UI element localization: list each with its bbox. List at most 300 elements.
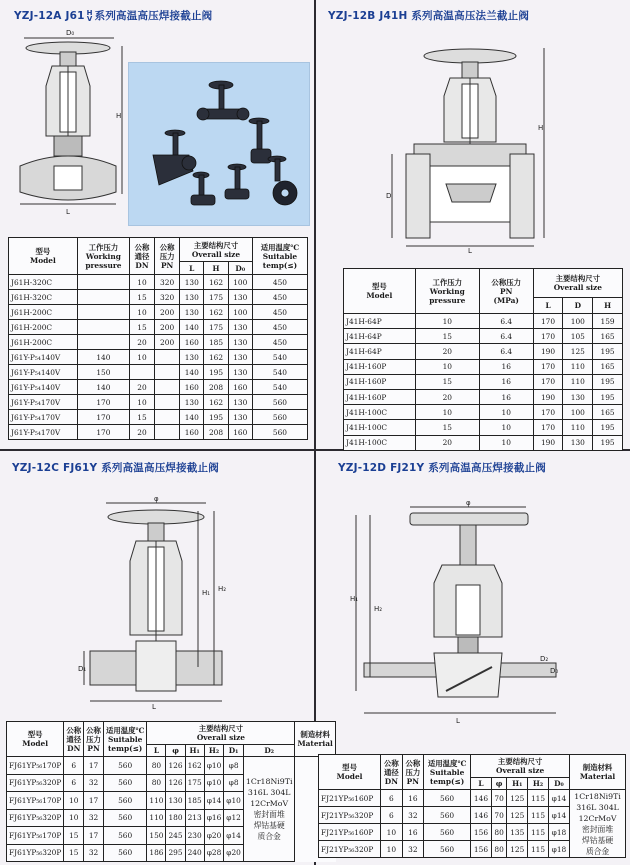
model-cell: J41H-100C [344,405,416,420]
table-cell: 10 [415,314,479,329]
table-cell: 15 [129,320,154,335]
table-cell: 100 [228,305,252,320]
table-cell: 195 [593,344,623,359]
spec-table-c [6,721,336,862]
table-cell: φ20 [224,844,244,862]
table-cell: 560 [103,827,146,845]
model-cell: FJ21YP₅₆160P [319,790,381,807]
model-cell: J61Y-P₅₄170V [9,410,78,425]
spec-table-b [343,268,623,451]
table-cell: 165 [593,405,623,420]
table-row [9,335,308,350]
table-cell: 150 [147,827,166,845]
header-pn: 公称 压力 PN [155,238,180,275]
table-cell: 125 [507,841,528,858]
header-model: 型号 Model [344,269,416,314]
table-cell: 110 [563,359,593,374]
table-cell: 20 [129,335,154,350]
table-cell: 560 [252,395,307,410]
table-cell: 130 [228,335,252,350]
header-col-d0: D₀ [228,262,252,275]
table-cell: 16 [402,790,423,807]
material-line: 质合金 [585,846,610,856]
table-cell: 140 [77,380,129,395]
table-cell [155,365,180,380]
table-cell: φ18 [548,824,569,841]
table-cell: 450 [252,290,307,305]
table-cell: 162 [204,275,228,290]
dim-label-h1: H₁ [202,589,211,597]
spec-table-a [8,237,308,440]
table-cell: 175 [204,290,228,305]
table-cell: 70 [491,807,507,824]
model-cell: J61H-320C [9,290,78,305]
table-row [344,405,623,420]
table-row [344,435,623,450]
table-cell: 190 [533,435,563,450]
table-cell: 10 [129,305,154,320]
model-cell: J61H-200C [9,335,78,350]
table-cell: 195 [204,365,228,380]
model-cell: FJ61YP₅₆320P [7,844,64,862]
table-cell: 20 [415,389,479,404]
table-cell: 6.4 [479,314,533,329]
table-cell: 162 [204,350,228,365]
table-cell: 20 [129,380,154,395]
table-cell: 126 [166,774,185,792]
table-cell: 130 [563,435,593,450]
table-cell: φ14 [548,790,569,807]
table-cell: 560 [103,792,146,810]
section-yzj-12d [316,451,630,865]
table-cell: 560 [103,809,146,827]
table-body-c [7,757,336,862]
header-temp: 适用温度℃ Suitable temp(≤) [424,755,471,790]
table-cell: 195 [593,435,623,450]
dim-label-h1: H₁ [350,595,359,603]
table-cell: 195 [593,420,623,435]
model-cell: FJ21YP₅₆320P [319,841,381,858]
header-material: 制造材料 Material [295,722,335,757]
dim-label-d0: D₀ [550,667,559,675]
table-cell: 560 [252,425,307,440]
table-cell [77,320,129,335]
table-cell: 130 [228,395,252,410]
header-temp: 适用温度℃ Suitable temp(≤) [103,722,146,757]
section-yzj-12b [316,0,630,450]
table-cell [129,365,154,380]
table-cell: 6 [64,774,84,792]
header-col-h1: H₁ [507,777,528,789]
section-title [14,8,212,23]
table-cell: φ8 [224,757,244,775]
header-col-phi: φ [166,744,185,756]
table-cell: 100 [563,405,593,420]
title-model: YZJ-12A J61 [14,10,85,22]
table-cell: 200 [155,320,180,335]
table-cell: 15 [415,420,479,435]
table-cell: 560 [103,757,146,775]
table-cell [77,290,129,305]
table-cell: 16 [402,824,423,841]
header-pn: 公称压力 PN (MPa) [479,269,533,314]
table-cell: 125 [507,790,528,807]
table-cell: 170 [77,410,129,425]
table-cell: 6 [381,790,402,807]
header-overall-size: 主要结构尺寸 Overall size [147,722,295,745]
table-cell: φ8 [224,774,244,792]
table-cell: φ18 [548,841,569,858]
header-temp: 适用温度℃ Suitable temp(≤) [252,238,307,275]
table-cell: 195 [204,410,228,425]
table-cell: 130 [228,410,252,425]
table-cell: 110 [563,420,593,435]
table-cell: 165 [593,359,623,374]
table-cell: 130 [180,275,204,290]
valve-drawing-a [10,26,130,226]
header-col-d2: D₂ [243,744,295,756]
material-line: 1Cr18Ni9Ti [245,777,293,786]
table-cell: 115 [528,841,549,858]
material-line: 316L 304L [247,788,291,797]
table-row [344,314,623,329]
table-cell: φ10 [204,757,224,775]
table-cell: 175 [185,774,204,792]
table-cell: 560 [424,841,471,858]
material-cell [243,757,295,862]
table-cell: 125 [507,807,528,824]
header-overall-size: 主要结构尺寸 Overall size [180,238,253,262]
table-cell: 200 [155,335,180,350]
table-cell: 156 [471,824,492,841]
table-cell: 208 [204,380,228,395]
table-cell: 240 [185,844,204,862]
table-cell: 185 [185,792,204,810]
dim-label-l: L [152,703,156,711]
table-cell: 17 [84,757,104,775]
table-cell: φ12 [224,809,244,827]
model-cell: J61H-320C [9,275,78,290]
table-cell: 16 [479,389,533,404]
table-cell: 10 [381,841,402,858]
table-cell: 130 [180,290,204,305]
table-cell: 6 [381,807,402,824]
table-cell: 10 [129,395,154,410]
table-cell: 140 [180,320,204,335]
section-title: YZJ-12D FJ21Y 系列高温高压焊接截止阀 [338,462,546,474]
section-title: YZJ-12C FJ61Y 系列高温高压焊接截止阀 [12,462,219,474]
table-cell: 170 [533,420,563,435]
table-cell: 560 [103,844,146,862]
table-cell: 130 [228,320,252,335]
title-h: H [86,9,93,17]
table-row [9,425,308,440]
table-cell: 160 [228,425,252,440]
table-cell [77,275,129,290]
table-cell: φ10 [204,774,224,792]
table-cell: 15 [415,374,479,389]
dim-label-d1: D₁ [78,665,87,673]
table-cell: 208 [204,425,228,440]
model-cell: FJ21YP₅₆160P [319,824,381,841]
table-row [9,365,308,380]
model-cell: J61Y-P₅₄170V [9,425,78,440]
header-col-h2: H₂ [528,777,549,789]
header-col-d1: D₁ [224,744,244,756]
table-cell: 180 [166,809,185,827]
table-cell: 115 [528,807,549,824]
title-v: V [86,15,93,23]
table-cell: φ14 [548,807,569,824]
table-cell: 10 [381,824,402,841]
header-col-phi: φ [491,777,507,789]
header-dn: 公称 通径 DN [129,238,154,275]
dim-label-phi: φ [154,495,159,503]
table-cell [155,350,180,365]
model-cell: J61Y-P₅₄140V [9,380,78,395]
model-cell: J61Y-P₅₄140V [9,350,78,365]
table-cell: 32 [84,844,104,862]
table-cell: 190 [533,389,563,404]
table-cell: 200 [155,305,180,320]
table-cell: 159 [593,314,623,329]
title-series: 系列高温高压焊接截止阀 [94,10,213,22]
material-line: 焊钴基硬 [581,835,614,845]
header-col-h1: H₁ [185,744,204,756]
table-cell: 170 [77,425,129,440]
header-model: 型号 Model [319,755,381,790]
dim-label-h: H [538,124,544,132]
table-cell: 115 [528,790,549,807]
table-cell: 295 [166,844,185,862]
table-row [344,374,623,389]
header-pn: 公称 压力 PN [84,722,104,757]
table-row [9,290,308,305]
spec-table-d [318,754,626,858]
table-cell: 135 [507,824,528,841]
table-cell: 20 [415,344,479,359]
table-row [344,389,623,404]
table-row [9,275,308,290]
table-cell: φ16 [204,809,224,827]
header-col-l: L [471,777,492,789]
table-cell: 156 [471,841,492,858]
table-cell: 130 [166,792,185,810]
table-cell: 10 [64,792,84,810]
table-cell: 15 [64,827,84,845]
dim-label-h2: H₂ [374,605,383,613]
header-col-h: H [204,262,228,275]
table-cell: 320 [155,290,180,305]
material-cell [570,790,626,858]
table-cell: 560 [424,824,471,841]
table-cell: 10 [479,420,533,435]
table-cell [155,425,180,440]
header-dn: 公称 通径 DN [64,722,84,757]
header-col-h2: H₂ [204,744,224,756]
table-cell: 80 [491,841,507,858]
table-cell: 230 [185,827,204,845]
table-cell: 540 [252,365,307,380]
table-cell: 162 [204,395,228,410]
section-yzj-12a [0,0,315,450]
material-line: 焊钴基硬 [253,821,285,830]
table-cell: 15 [415,329,479,344]
table-cell: 560 [103,774,146,792]
table-cell: 126 [166,757,185,775]
table-cell: 560 [424,790,471,807]
table-cell: 162 [185,757,204,775]
table-row [9,380,308,395]
table-cell: 130 [180,305,204,320]
valve-drawing-b [386,34,556,254]
table-cell: 540 [252,350,307,365]
table-cell: φ10 [224,792,244,810]
material-line: 密封面堆 [253,810,285,819]
table-cell: 10 [64,809,84,827]
material-line: 316L 304L [576,802,619,812]
table-row [344,329,623,344]
table-cell: 160 [180,425,204,440]
model-cell: FJ61YP₅₆170P [7,827,64,845]
table-cell: 560 [424,807,471,824]
table-cell: 105 [563,329,593,344]
dim-label-d0: D₀ [66,29,75,37]
table-cell: 32 [84,809,104,827]
table-cell [155,380,180,395]
table-cell: 10 [129,350,154,365]
table-cell: 100 [563,314,593,329]
table-cell: 146 [471,807,492,824]
table-cell: 17 [84,792,104,810]
section-title: YZJ-12B J41H 系列高温高压法兰截止阀 [328,10,530,22]
dim-label-l: L [456,717,460,725]
table-cell: 165 [593,329,623,344]
table-cell: 32 [402,841,423,858]
table-cell: 170 [533,314,563,329]
table-cell: 16 [479,374,533,389]
table-cell: 17 [84,827,104,845]
table-cell: 160 [180,335,204,350]
table-cell: 245 [166,827,185,845]
table-cell: 140 [180,365,204,380]
table-cell: 110 [147,809,166,827]
table-cell: 213 [185,809,204,827]
header-pressure: 工作压力 Working pressure [415,269,479,314]
table-cell: 186 [147,844,166,862]
material-line: 12CrMoV [578,813,617,823]
model-cell: FJ61YP₅₆320P [7,809,64,827]
header-col-l: L [533,298,563,314]
table-cell: 450 [252,275,307,290]
table-cell: 540 [252,380,307,395]
table-cell: 162 [204,305,228,320]
model-cell: J41H-100C [344,420,416,435]
table-cell: 125 [563,344,593,359]
table-cell: 15 [129,410,154,425]
model-cell: FJ21YP₅₆320P [319,807,381,824]
dim-label-h2: H₂ [218,585,227,593]
header-pn: 公称 压力 PN [402,755,423,790]
table-row [344,359,623,374]
table-row [344,420,623,435]
material-line: 1Cr18Ni9Ti [574,791,621,801]
header-dn: 公称 通径 DN [381,755,402,790]
material-line: 质合金 [257,832,281,841]
table-cell: 20 [415,435,479,450]
table-cell [77,305,129,320]
table-row [9,350,308,365]
table-cell: 160 [180,380,204,395]
valve-photo-graphic [129,63,309,225]
model-cell: J41H-160P [344,359,416,374]
table-cell: 6.4 [479,329,533,344]
table-cell: 6 [64,757,84,775]
table-cell: 15 [129,290,154,305]
table-cell: φ28 [204,844,224,862]
table-cell: 146 [471,790,492,807]
dim-label-l: L [468,247,472,255]
table-cell: 185 [204,335,228,350]
model-cell: J41H-64P [344,344,416,359]
table-cell: 150 [77,365,129,380]
table-cell: 170 [77,395,129,410]
table-cell: 130 [180,350,204,365]
table-cell: 10 [415,359,479,374]
model-cell: J61H-200C [9,305,78,320]
table-cell: 170 [533,359,563,374]
table-cell: 16 [479,359,533,374]
table-cell: 80 [147,774,166,792]
header-col-h: H [593,298,623,314]
model-cell: J41H-100C [344,435,416,450]
table-cell: 190 [533,344,563,359]
header-model: 型号 Model [9,238,78,275]
table-cell: 450 [252,305,307,320]
model-cell: J41H-64P [344,329,416,344]
table-cell: 100 [228,275,252,290]
table-cell: 70 [491,790,507,807]
table-cell [155,395,180,410]
table-cell: 15 [64,844,84,862]
table-row [9,320,308,335]
table-cell: 170 [533,405,563,420]
table-cell: 32 [84,774,104,792]
dim-label-d2: D₂ [540,655,549,663]
table-cell: 110 [563,374,593,389]
table-cell: 160 [228,380,252,395]
model-cell: J41H-64P [344,314,416,329]
table-cell: 130 [563,389,593,404]
table-row [9,305,308,320]
header-overall-size: 主要结构尺寸 Overall size [471,755,570,778]
table-cell: 195 [593,374,623,389]
table-body-a [9,275,308,440]
model-cell: FJ61YP₅₆170P [7,757,64,775]
table-body-d [319,790,626,858]
header-overall-size: 主要结构尺寸 Overall size [533,269,622,298]
table-cell: 10 [129,275,154,290]
table-cell: 140 [180,410,204,425]
model-cell: J61Y-P₅₄170V [9,395,78,410]
dim-label-phi: φ [466,499,471,507]
table-cell: 10 [415,405,479,420]
table-cell [155,410,180,425]
table-cell: 170 [533,329,563,344]
table-cell: 10 [479,435,533,450]
model-cell: FJ61YP₅₆320P [7,774,64,792]
model-cell: J41H-160P [344,389,416,404]
